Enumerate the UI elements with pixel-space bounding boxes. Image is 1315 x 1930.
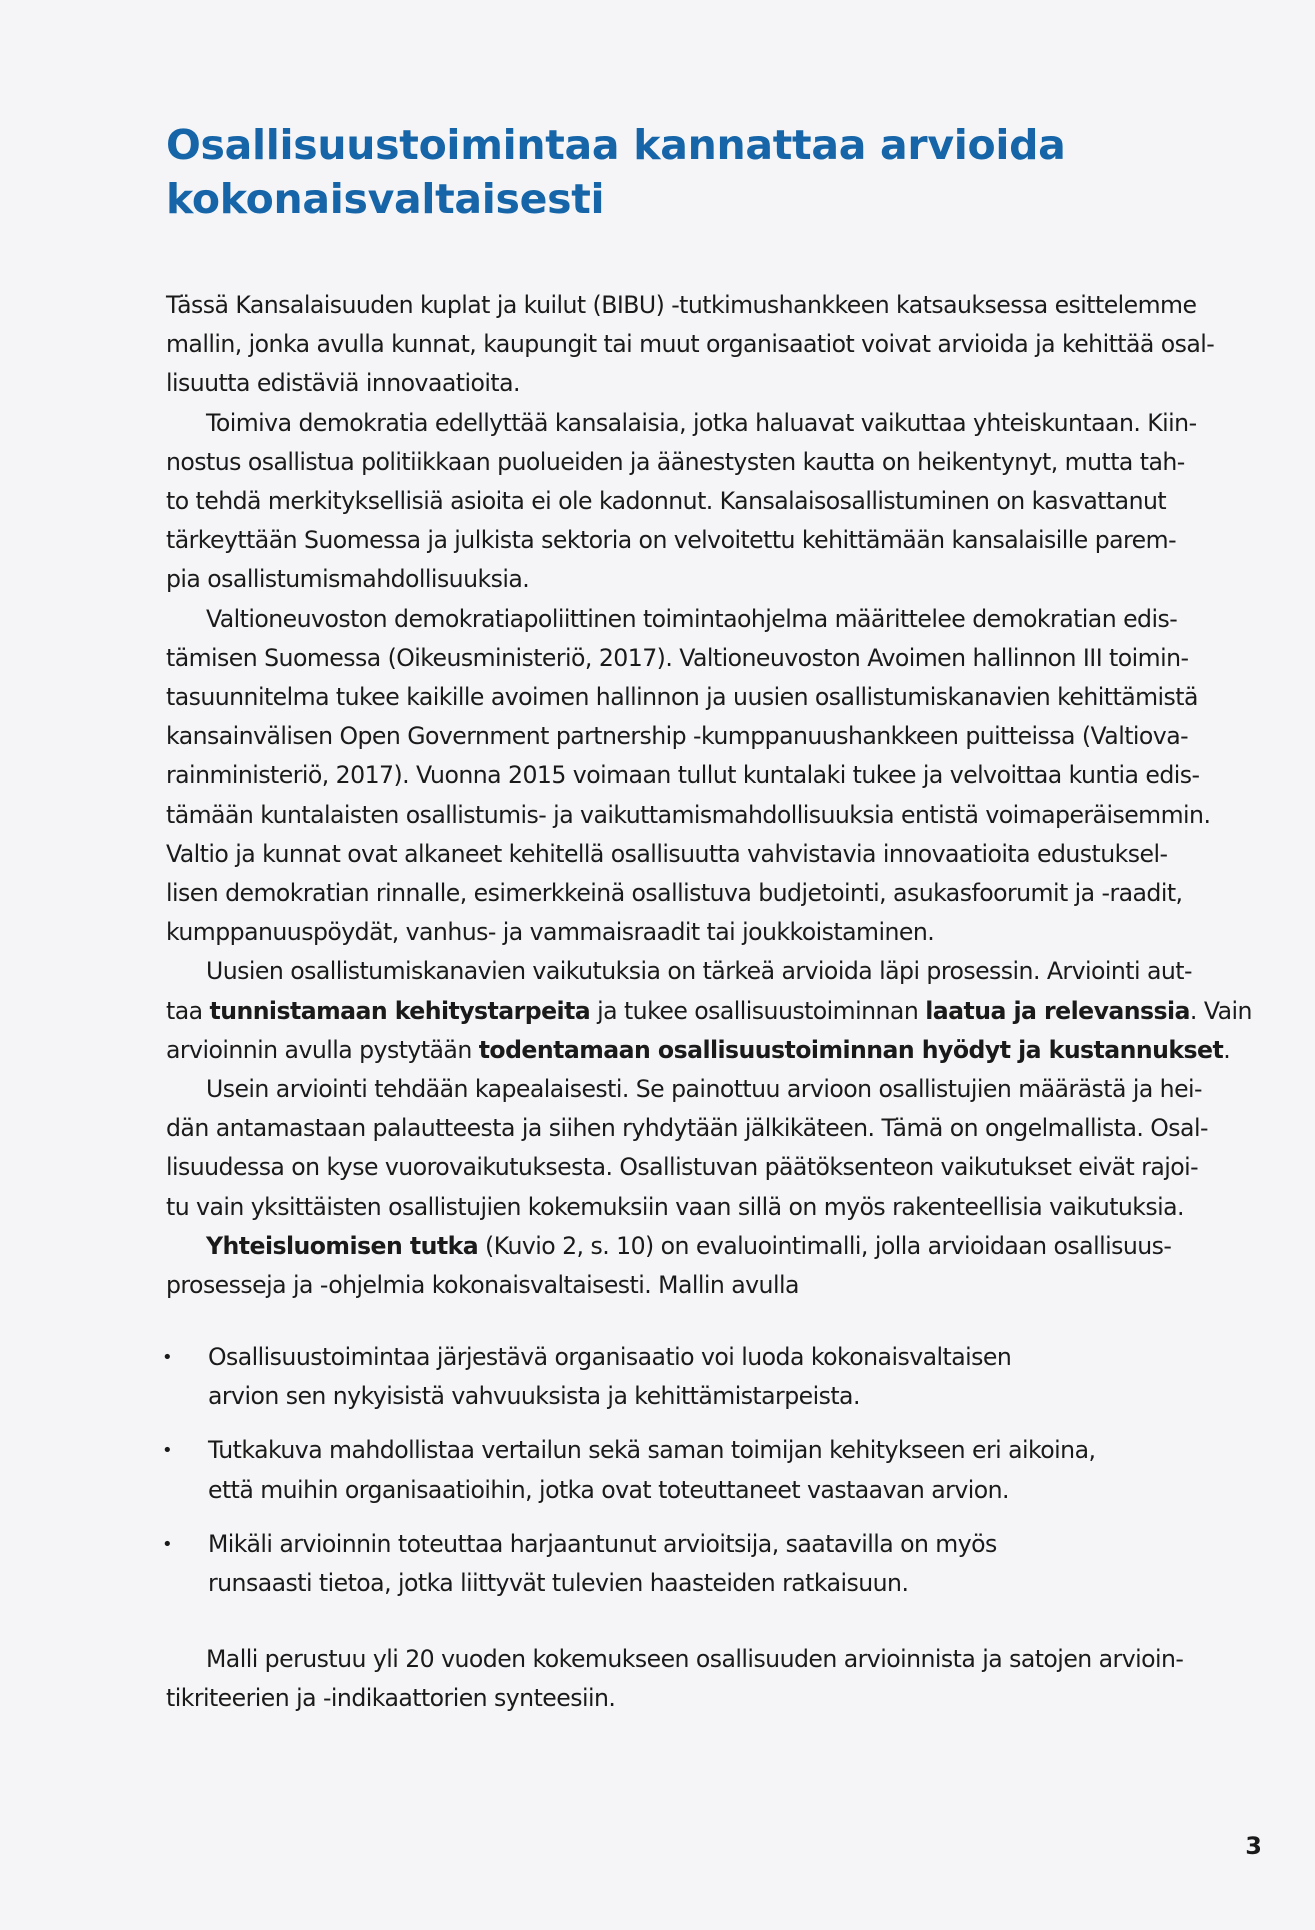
list-item — [162, 1431, 1216, 1509]
closing-paragraph — [166, 1640, 1216, 1718]
text-run: . Vain — [1189, 996, 1252, 1025]
text-line: nostus osallistua politiikkaan puolueiden ja äänestysten kautta on heikentynyt, mutta tah- — [166, 447, 1185, 476]
text-line: Uusien osallistumiskanavien vaikutuksia on tärkeä arvioida läpi prosessin. Arviointi aut- — [206, 957, 1192, 986]
text-line: dän antamastaan palautteesta ja siihen ryhdytään jälkikäteen. Tämä on ongelmallista. Osal- — [166, 1114, 1208, 1143]
page-number: 3 — [1245, 1832, 1262, 1860]
text-run: (Kuvio 2, s. 10) on evaluointimalli, jolla arvioidaan osallisuus- — [478, 1231, 1172, 1260]
bullet-icon: • — [162, 1533, 173, 1555]
text-line: Osallisuustoimintaa järjestävä organisaatio voi luoda kokonaisvaltaisen — [208, 1343, 1012, 1371]
list-item — [162, 1338, 1216, 1416]
text-line: lisuudessa on kyse vuorovaikutuksesta. Osallistuvan päätöksenteon vaikutukset eivät rajoi- — [166, 1153, 1199, 1182]
text-line: tärkeyttään Suomessa ja julkista sektoria on velvoitettu kehittämään kansalaisille parem- — [166, 526, 1177, 555]
text-line: että muihin organisaatioihin, jotka ovat toteuttaneet vastaavan arvion. — [208, 1475, 1009, 1504]
text-line: tämisen Suomessa (Oikeusministeriö, 2017). Valtioneuvoston Avoimen hallinnon III toimin- — [166, 643, 1189, 672]
bullet-list — [162, 1338, 1216, 1618]
text-line: Valtioneuvoston demokratiapoliittinen toimintaohjelma määrittelee demokratian edis- — [206, 604, 1178, 633]
text-line: tasuunnitelma tukee kaikille avoimen hallinnon ja uusien osallistumiskanavien kehittämistä — [166, 683, 1198, 712]
text-line — [166, 1227, 1216, 1266]
bold-phrase: laatua ja relevanssia — [925, 996, 1190, 1025]
text-line: Tutkakuva mahdollistaa vertailun sekä saman toimijan kehitykseen eri aikoina, — [208, 1436, 1096, 1465]
paragraph-evaluation — [166, 952, 1252, 1070]
text-line: arvion sen nykyisistä vahvuuksista ja kehittämistarpeista. — [208, 1382, 860, 1411]
text-line: tu vain yksittäisten osallistujien kokemuksiin vaan sillä on myös rakenteellisia vaikutuksia. — [166, 1192, 1185, 1221]
bold-phrase: tunnistamaan kehitystarpeita — [209, 996, 591, 1025]
text-line: Malli perustuu yli 20 vuoden kokemukseen osallisuuden arvioinnista ja satojen arvioin- — [206, 1645, 1184, 1673]
paragraph-model — [166, 1227, 1216, 1305]
text-line: Valtio ja kunnat ovat alkaneet kehitellä osallisuutta vahvistavia innovaatioita edustuksel- — [166, 839, 1168, 868]
text-line: to tehdä merkityksellisiä asioita ei ole kadonnut. Kansalaisosallistuminen on kasvattanut — [166, 487, 1167, 516]
text-line: pia osallistumismahdollisuuksia. — [166, 565, 530, 594]
text-run: ja tukee osallisuustoiminnan — [590, 996, 926, 1025]
body-text — [166, 286, 1252, 1305]
page-title — [166, 118, 1186, 226]
text-line: rainministeriö, 2017). Vuonna 2015 voimaan tullut kuntalaki tukee ja velvoittaa kuntia edis- — [166, 761, 1200, 790]
text-line — [166, 1031, 1231, 1070]
title-line-2: kokonaisvaltaisesti — [166, 175, 605, 223]
paragraph-narrow-evaluation — [166, 1070, 1216, 1227]
text-run: taa — [166, 996, 210, 1025]
text-line: Toimiva demokratia edellyttää kansalaisia, jotka haluavat vaikuttaa yhteiskuntaan. Kiin- — [206, 408, 1197, 437]
text-line: runsaasti tietoa, jotka liittyvät tulevien haasteiden ratkaisuun. — [208, 1569, 909, 1598]
text-run: . — [1223, 1035, 1231, 1064]
text-line: Usein arviointi tehdään kapealaisesti. Se painottuu arvioon osallistujien määrästä ja hei- — [206, 1075, 1203, 1104]
paragraph-government — [166, 600, 1216, 953]
title-line-1: Osallisuustoimintaa kannattaa arvioida — [166, 121, 1066, 169]
text-line — [166, 992, 1252, 1031]
text-line: kansainvälisen Open Government partnership -kumppanuushankkeen puitteissa (Valtiova- — [166, 722, 1189, 751]
text-run: arvioinnin avulla pystytään — [166, 1035, 479, 1064]
paragraph-intro — [166, 286, 1216, 404]
bold-phrase: todentamaan osallisuustoiminnan hyödyt ja kustannukset — [478, 1035, 1224, 1064]
text-line: lisen demokratian rinnalle, esimerkkeinä osallistuva budjetointi, asukasfoorumit ja -raadit, — [166, 879, 1183, 908]
text-line: mallin, jonka avulla kunnat, kaupungit tai muut organisaatiot voivat arvioida ja kehittää osal- — [166, 330, 1215, 359]
text-line: lisuutta edistäviä innovaatioita. — [166, 369, 520, 398]
text-line: kumppanuuspöydät, vanhus- ja vammaisraadit tai joukkoistaminen. — [166, 918, 935, 947]
text-line: Tässä Kansalaisuuden kuplat ja kuilut (BIBU) -tutkimushankkeen katsauksessa esittelemme — [166, 291, 1197, 319]
text-line: tämään kuntalaisten osallistumis- ja vaikuttamismahdollisuuksia entistä voimaperäisemmin. — [166, 800, 1211, 829]
text-line: tikriteerien ja -indikaattorien synteesiin. — [166, 1684, 616, 1713]
text-line: Mikäli arvioinnin toteuttaa harjaantunut arvioitsija, saatavilla on myös — [208, 1529, 997, 1558]
paragraph-democracy — [166, 404, 1216, 600]
bullet-icon: • — [162, 1347, 173, 1368]
bullet-icon: • — [162, 1440, 173, 1462]
text-line: prosesseja ja -ohjelmia kokonaisvaltaisesti. Mallin avulla — [166, 1271, 799, 1300]
list-item — [162, 1525, 1216, 1603]
bold-phrase: Yhteisluomisen tutka — [206, 1231, 479, 1260]
